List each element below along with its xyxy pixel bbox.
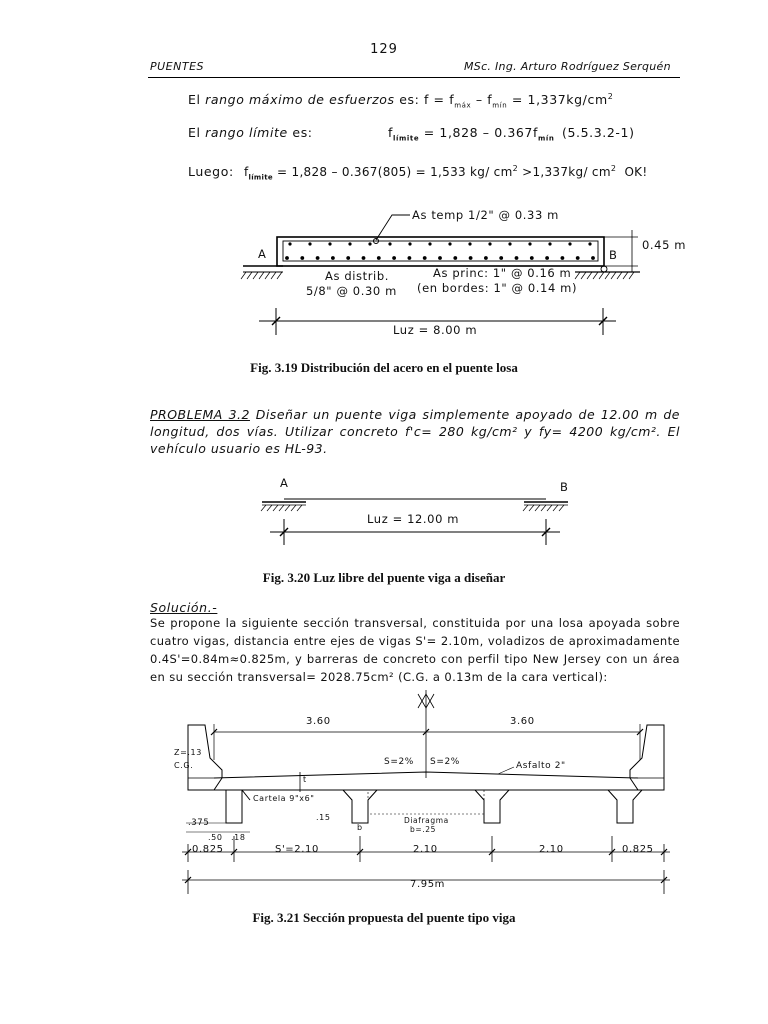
label-as-distrib-spacing: 5/8" @ 0.30 m (306, 284, 397, 298)
label-asfalto: Asfalto 2" (516, 761, 566, 771)
solution-title: Solución.- (150, 600, 218, 615)
bottom-rebar-dot (545, 256, 549, 260)
top-rebar-dot (328, 242, 331, 245)
label-height: 0.45 m (642, 238, 687, 252)
label-z: Z=.13 (174, 748, 202, 757)
bottom-rebar-dot (591, 256, 595, 260)
bottom-rebar-dot (515, 256, 519, 260)
girder-1 (214, 790, 242, 823)
eq-rango-limite-formula: $f_{límite} = 1,828 - 0.367f_{mín}$ (388, 125, 555, 143)
dim-3-60-right: 3.60 (510, 716, 535, 727)
label-as-princ-edges: (en bordes: 1" @ 0.14 m) (417, 281, 578, 295)
label-18: .18 (231, 833, 246, 842)
label-t: t (303, 775, 307, 784)
label-15: .15 (316, 813, 331, 822)
bottom-rebar-dot (499, 256, 503, 260)
barrier-right (630, 725, 664, 790)
girder-4 (608, 790, 642, 823)
top-rebar-dot (448, 242, 451, 245)
top-rebar-dot (508, 242, 511, 245)
barrier-left (188, 725, 222, 790)
top-rebar-dot (288, 242, 291, 245)
bottom-rebar-dot (469, 256, 473, 260)
as-temp-leader (376, 215, 410, 240)
eq-luego: Luego: (188, 164, 234, 179)
label-as-distrib: As distrib. (325, 269, 389, 283)
eq-rango-limite-label: El rango límite es: (188, 125, 313, 140)
label-support-a: A (258, 247, 267, 261)
top-rebar-dot (548, 242, 551, 245)
slab-outline (277, 237, 604, 266)
label-cartela: Cartela 9"x6" (253, 794, 315, 803)
bottom-rebar-dot (285, 256, 289, 260)
bottom-rebar-dot (331, 256, 335, 260)
header-left: PUENTES (150, 60, 205, 73)
top-rebar-dot (428, 242, 431, 245)
caption-fig-3-21: Fig. 3.21 Sección propuesta del puente tipo viga (252, 910, 516, 925)
deck-slab-top (214, 772, 638, 778)
dim-0825-left: 0.825 (192, 844, 224, 855)
label-diafragma: Diafragma (404, 816, 449, 825)
bottom-rebar-dot (423, 256, 427, 260)
label-support-b: B (609, 248, 618, 262)
diaphragm (368, 790, 484, 814)
solution-text: Se propone la siguiente sección transversal, constituida por una losa apoyada sobre cuatro vigas, distancia entre ejes de vigas S'= 2.10m, voladizos de aproximadamente 0.4S'=0.84m≈0.825m, y barreras de concreto con perfil tipo New Jersey con un área en su sección transversal= 2028.75cm² (C.G. a 0.13m de la cara vertical): (150, 616, 680, 684)
girder-3 (475, 790, 509, 823)
bottom-rebar-dot (377, 256, 381, 260)
top-rebar-dot (588, 242, 591, 245)
problem-statement: PROBLEMA 3.2 Diseñar un puente viga simplemente apoyado de 12.00 m de longitud, dos vías. Utilizar concreto f'c= 280 kg/cm² y fy= 4200 kg/cm². El vehículo usuario es HL-93. (150, 407, 680, 456)
dim-s-210: S'=2.10 (275, 844, 319, 855)
eq-luego-formula: $f_{límite} = 1,828 - 0.367(805) = 1,533$ kg/ $cm^2 >1,337kg/$ $cm^2$ OK! (244, 164, 648, 182)
top-rebar-dot (488, 242, 491, 245)
support-a-hatch (241, 272, 282, 279)
dim-210-mid: 2.10 (413, 844, 438, 855)
top-rebar-dot (368, 242, 371, 245)
label-b: b (357, 823, 363, 832)
label-luz-8: Luz = 8.00 m (393, 323, 478, 337)
caption-fig-3-19: Fig. 3.19 Distribución del acero en el puente losa (250, 360, 518, 375)
bottom-rebar-dot (438, 256, 442, 260)
bottom-rebar-dot (530, 256, 534, 260)
header-right: MSc. Ing. Arturo Rodríguez Serquén (464, 60, 671, 73)
bottom-rebar-dot (392, 256, 396, 260)
label-slope-left: S=2% (384, 757, 414, 767)
header-rule (148, 77, 680, 78)
bottom-rebar-dot (484, 256, 488, 260)
label-luz-12: Luz = 12.00 m (367, 512, 460, 526)
bottom-rebar-dot (453, 256, 457, 260)
label-diafragma-b: b=.25 (410, 825, 436, 834)
label-slope-right: S=2% (430, 757, 460, 767)
bottom-rebar-dot (362, 256, 366, 260)
eq-reference: (5.5.3.2-1) (562, 125, 635, 140)
top-rebar-row (288, 242, 591, 245)
caption-fig-3-20: Fig. 3.20 Luz libre del puente viga a diseñar (262, 570, 506, 585)
label-cg: C.G. (174, 761, 194, 770)
dim-3-60-left: 3.60 (306, 716, 331, 727)
girder-2 (343, 790, 377, 823)
dim-0825-right: 0.825 (622, 844, 654, 855)
rebar-cage (283, 241, 598, 261)
page-number: 129 (370, 42, 398, 57)
label-support-a-320: A (280, 476, 289, 490)
bottom-rebar-dot (408, 256, 412, 260)
bottom-rebar-dot (576, 256, 580, 260)
bottom-rebar-dot (561, 256, 565, 260)
bottom-rebar-dot (300, 256, 304, 260)
label-375: .375 (188, 818, 210, 828)
top-rebar-dot (468, 242, 471, 245)
label-as-princ: As princ: 1" @ 0.16 m (433, 266, 572, 280)
bottom-rebar-dot (346, 256, 350, 260)
top-rebar-dot (568, 242, 571, 245)
top-rebar-dot (348, 242, 351, 245)
support-b-hatch (575, 272, 634, 279)
top-rebar-dot (408, 242, 411, 245)
top-rebar-dot (388, 242, 391, 245)
label-as-temp: As temp 1/2" @ 0.33 m (412, 208, 559, 222)
label-50: .50 (208, 833, 223, 842)
top-rebar-dot (308, 242, 311, 245)
dim-210-right: 2.10 (539, 844, 564, 855)
dim-total: 7.95m (410, 879, 446, 890)
bottom-rebar-row (285, 256, 595, 260)
top-rebar-dot (528, 242, 531, 245)
eq-rango-maximo: El rango máximo de esfuerzos es: $f = f_{máx} - f_{mín} = 1,337kg/cm^2$ (188, 92, 614, 110)
bottom-rebar-dot (316, 256, 320, 260)
as-temp-bar (374, 239, 379, 244)
label-support-b-320: B (560, 480, 569, 494)
